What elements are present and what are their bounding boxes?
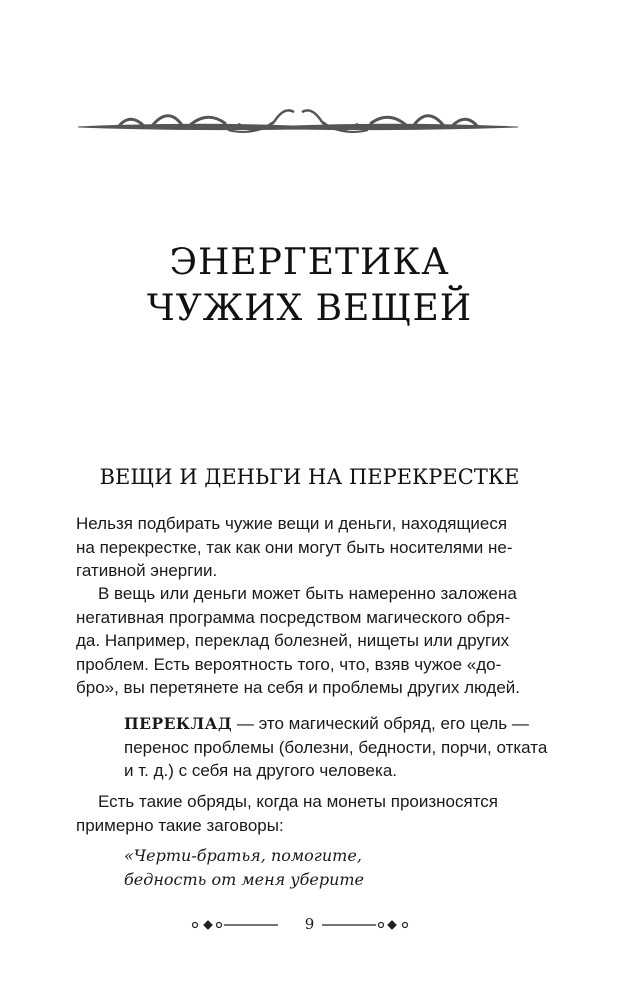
paragraph-line: на перекрестке, так как они могут быть носителями не- [76, 537, 513, 557]
chapter-title-line2: ЧУЖИХ ВЕЩЕЙ [146, 288, 473, 329]
page-footer [0, 913, 619, 937]
quote-line: бедность от меня уберите [124, 870, 365, 889]
paragraph-2 [76, 582, 540, 700]
decorative-ornament-top [78, 100, 518, 140]
quote-line: «Черти-братья, помогите, [124, 846, 362, 865]
footer-ornament-right-icon [320, 917, 410, 933]
paragraph-line: бро», вы перетянете на себя и проблемы других людей. [76, 678, 520, 698]
paragraph-line: примерно такие заговоры: [76, 815, 284, 835]
paragraph-3 [76, 790, 540, 837]
definition-term: ПЕРЕКЛАД [124, 714, 233, 733]
definition-line: перенос проблемы (болезни, бедности, порчи, отката [124, 737, 548, 757]
paragraph-line: В вещь или деньги может быть намеренно заложена [98, 584, 517, 603]
incantation-quote [124, 844, 540, 892]
page-number: 9 [304, 915, 315, 933]
paragraph-line: негативная программа посредством магического обря- [76, 607, 511, 627]
paragraph-line: гативной энергии. [76, 561, 218, 581]
definition-text: — это магический обряд, его цель — [232, 714, 529, 733]
paragraph-line: Нельзя подбирать чужие вещи и деньги, находящиеся [76, 514, 508, 533]
paragraph-1 [76, 512, 540, 583]
paragraph-line: Есть такие обряды, когда на монеты произносятся [98, 792, 499, 811]
definition-line [124, 712, 540, 736]
definition-block [124, 712, 548, 783]
paragraph-line: да. Например, переклад болезней, нищеты или других [76, 631, 510, 651]
definition-line: и т. д.) с себя на другого человека. [124, 761, 398, 781]
paragraph-line: проблем. Есть вероятность того, что, взяв чужое «до- [76, 654, 502, 674]
section-title: ВЕЩИ И ДЕНЬГИ НА ПЕРЕКРЕСТКЕ [99, 465, 520, 489]
chapter-title-line1: ЭНЕРГЕТИКА [169, 242, 450, 283]
